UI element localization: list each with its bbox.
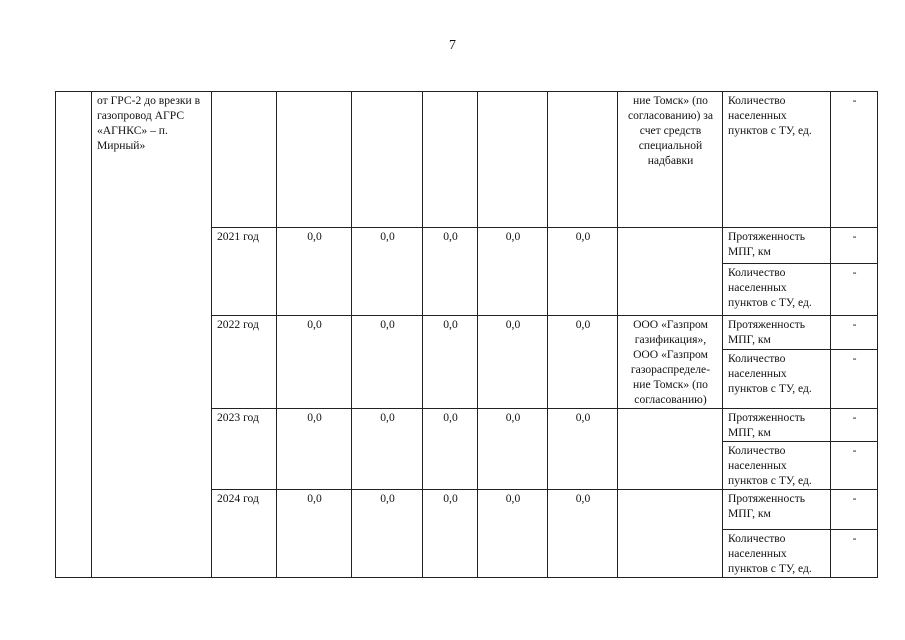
- year-cell: 2022 год: [212, 316, 277, 409]
- object-name-cell: от ГРС-2 до врезки в газопровод АГРС «АГНКС» – п. Мирный»: [92, 92, 212, 578]
- year-cell: 2024 год: [212, 490, 277, 578]
- year-cell-empty: [212, 92, 277, 228]
- value-cell: 0,0: [277, 490, 352, 578]
- value-cell: 0,0: [548, 409, 618, 490]
- indicator-cell: Протяженность МПГ, км: [723, 228, 831, 264]
- executor-cell-empty: [618, 490, 723, 578]
- year-cell: 2023 год: [212, 409, 277, 490]
- value-cell: 0,0: [423, 490, 478, 578]
- value-cell: 0,0: [277, 228, 352, 316]
- table-row: [56, 92, 878, 228]
- value-cell: 0,0: [352, 490, 423, 578]
- indicator-value-cell: -: [831, 409, 878, 442]
- indicator-value-cell: -: [831, 490, 878, 530]
- index-cell: [56, 92, 92, 578]
- value-cell: 0,0: [352, 409, 423, 490]
- indicator-value-cell: -: [831, 228, 878, 264]
- value-cell-empty: [277, 92, 352, 228]
- value-cell-empty: [423, 92, 478, 228]
- indicator-value-cell: -: [831, 264, 878, 316]
- value-cell: 0,0: [352, 228, 423, 316]
- indicator-value-cell: -: [831, 349, 878, 408]
- value-cell: 0,0: [277, 316, 352, 409]
- indicator-cell: Протяженность МПГ, км: [723, 490, 831, 530]
- value-cell-empty: [352, 92, 423, 228]
- indicator-cell: Количество населенных пунктов с ТУ, ед.: [723, 92, 831, 228]
- page-number: 7: [449, 38, 456, 53]
- value-cell-empty: [478, 92, 548, 228]
- indicator-value-cell: -: [831, 92, 878, 228]
- value-cell: 0,0: [548, 228, 618, 316]
- value-cell: 0,0: [478, 228, 548, 316]
- executor-cell-empty: [618, 409, 723, 490]
- value-cell: 0,0: [277, 409, 352, 490]
- value-cell: 0,0: [548, 490, 618, 578]
- value-cell: 0,0: [423, 228, 478, 316]
- executor-cell: ООО «Газпром газификация», ООО «Газпром газораспределе-ние Томск» (по согласованию): [618, 316, 723, 409]
- value-cell: 0,0: [478, 316, 548, 409]
- program-table: [55, 91, 878, 578]
- indicator-value-cell: -: [831, 530, 878, 578]
- year-cell: 2021 год: [212, 228, 277, 316]
- value-cell-empty: [548, 92, 618, 228]
- indicator-cell: Протяженность МПГ, км: [723, 316, 831, 350]
- value-cell: 0,0: [352, 316, 423, 409]
- indicator-cell: Количество населенных пунктов с ТУ, ед.: [723, 349, 831, 408]
- value-cell: 0,0: [478, 490, 548, 578]
- indicator-cell: Количество населенных пунктов с ТУ, ед.: [723, 530, 831, 578]
- executor-cell: ние Томск» (по согласованию) за счет средств специальной надбавки: [618, 92, 723, 228]
- value-cell: 0,0: [423, 409, 478, 490]
- indicator-cell: Протяженность МПГ, км: [723, 409, 831, 442]
- indicator-cell: Количество населенных пунктов с ТУ, ед.: [723, 264, 831, 316]
- indicator-cell: Количество населенных пунктов с ТУ, ед.: [723, 442, 831, 490]
- indicator-value-cell: -: [831, 442, 878, 490]
- value-cell: 0,0: [478, 409, 548, 490]
- executor-cell-empty: [618, 228, 723, 316]
- indicator-value-cell: -: [831, 316, 878, 350]
- value-cell: 0,0: [423, 316, 478, 409]
- value-cell: 0,0: [548, 316, 618, 409]
